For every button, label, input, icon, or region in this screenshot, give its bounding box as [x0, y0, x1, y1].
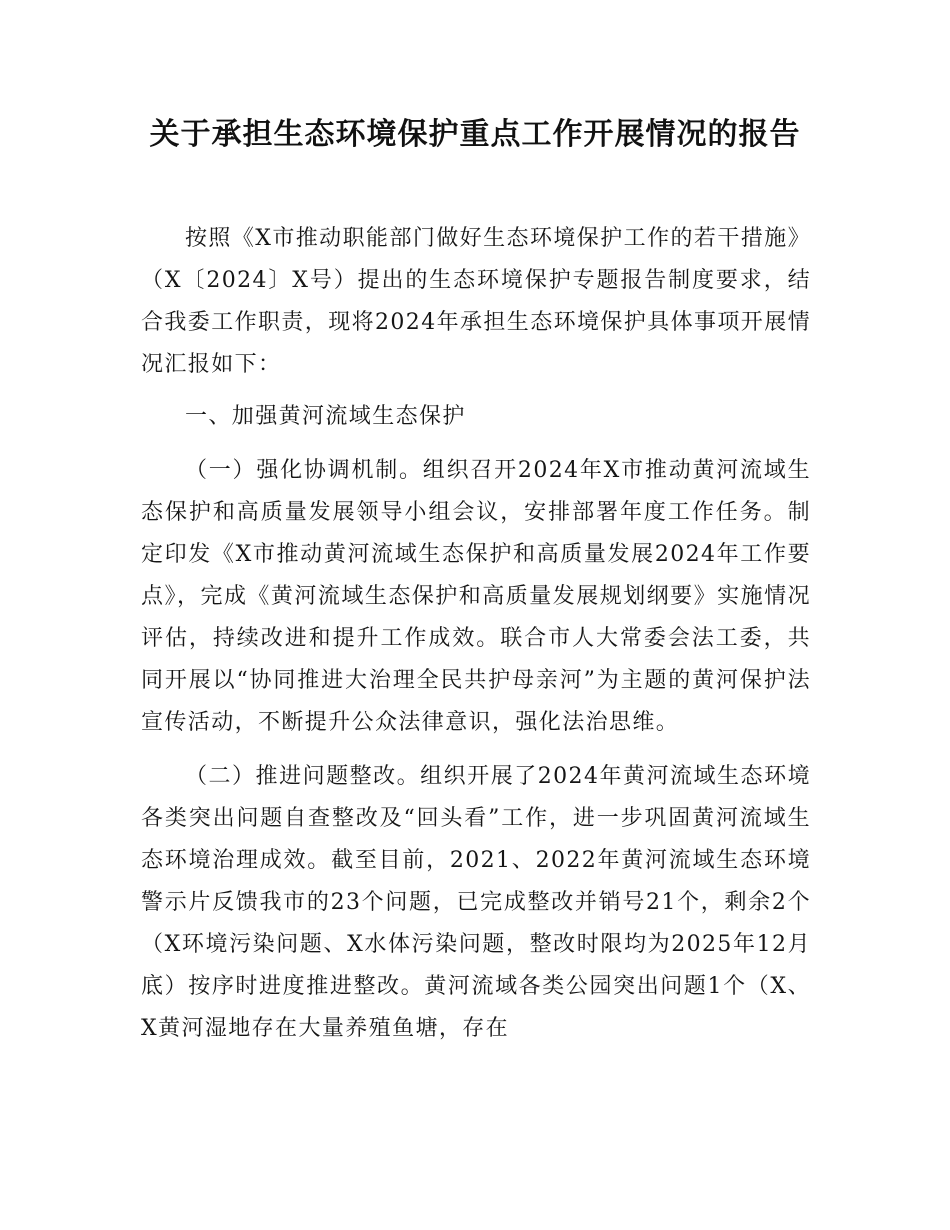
subsection-paragraph-rectification: （二）推进问题整改。组织开展了2024年黄河流域生态环境各类突出问题自查整改及“回头看”工作，进一步巩固黄河流域生态环境治理成效。截至目前，2021、2022年黄河流域生态环境警示片反馈我市的23个问题，已完成整改并销号21个，剩余2个（X环境污染问题、X水体污染问题，整改时限均为2025年12月底）按序时进度推进整改。黄河流域各类公园突出问题1个（X、X黄河湿地存在大量养殖鱼塘，存在 — [141, 764, 811, 1041]
subsection-paragraph-coordination: （一）强化协调机制。组织召开2024年X市推动黄河流域生态保护和高质量发展领导小组会议，安排部署年度工作任务。制定印发《X市推动黄河流域生态保护和高质量发展2024年工作要点》，完成《黄河流域生态保护和高质量发展规划纲要》实施情况评估，持续改进和提升工作成效。联合市人大常委会法工委，共同开展以“协同推进大治理全民共护母亲河”为主题的黄河保护法宣传活动，不断提升公众法律意识，强化法治思维。 — [141, 458, 811, 735]
document-body — [141, 218, 811, 1060]
intro-paragraph: 按照《X市推动职能部门做好生态环境保护工作的若干措施》（X〔2024〕X号）提出的生态环境保护专题报告制度要求，结合我委工作职责，现将2024年承担生态环境保护具体事项开展情况汇报如下： — [141, 226, 811, 377]
section-heading: 一、加强黄河流域生态保护 — [185, 404, 466, 429]
document-title: 关于承担生态环境保护重点工作开展情况的报告 — [149, 117, 801, 152]
